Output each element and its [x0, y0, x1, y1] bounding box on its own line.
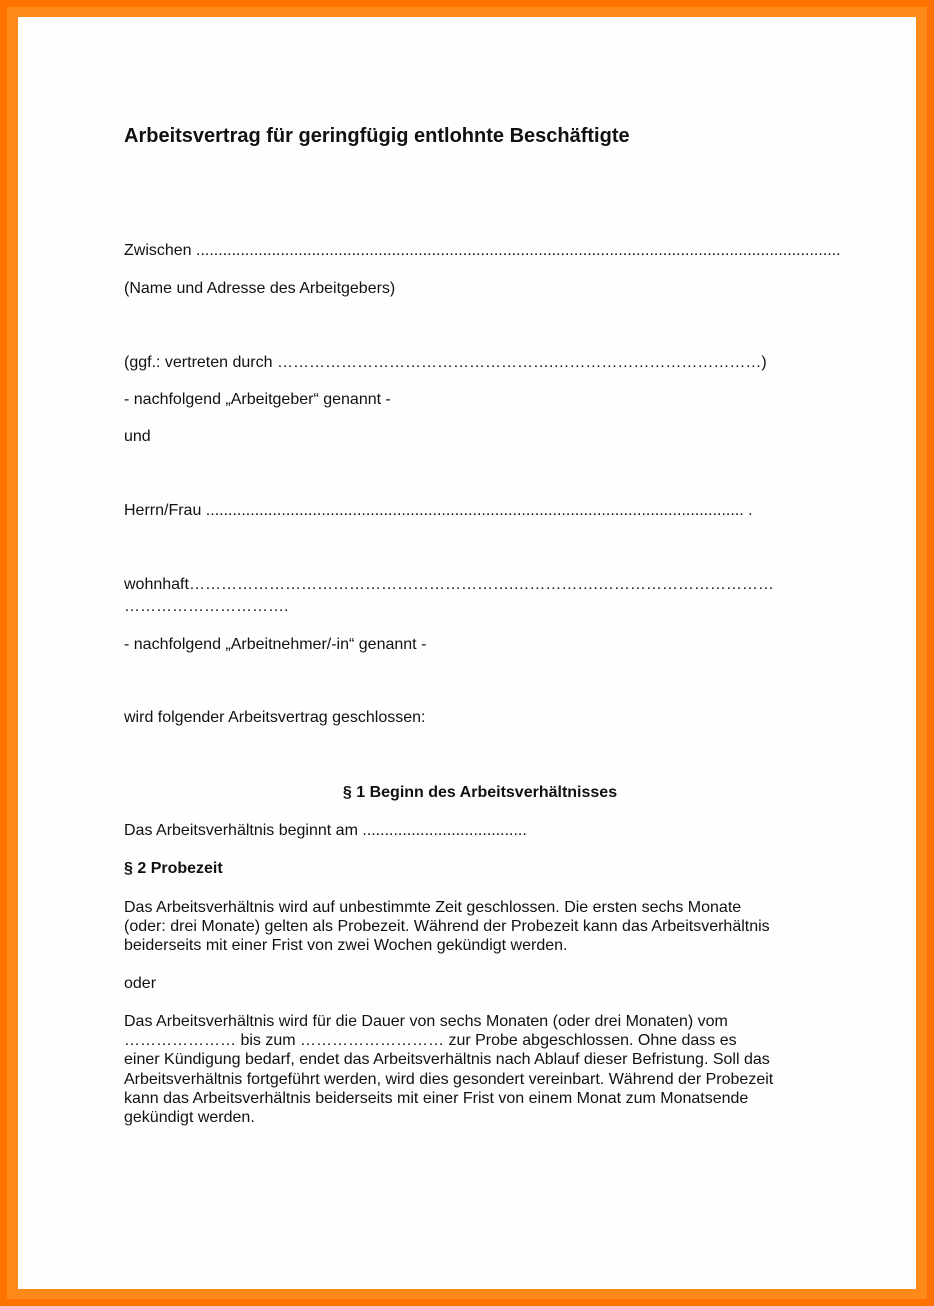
section-1-text: Das Arbeitsverhältnis beginnt am .....................................	[124, 822, 527, 839]
employer-alias: - nachfolgend „Arbeitgeber“ genannt -	[124, 391, 391, 408]
paragraph-line: Das Arbeitsverhältnis wird auf unbestimmte Zeit geschlossen. Die ersten sechs Monate	[124, 899, 742, 916]
contract-intro: wird folgender Arbeitsvertrag geschlossen:	[124, 709, 426, 726]
paragraph-line: beiderseits mit einer Frist von zwei Wochen gekündigt werden.	[124, 937, 568, 955]
paragraph-line: (oder: drei Monate) gelten als Probezeit. Während der Probezeit kann das Arbeitsverhältnis	[124, 918, 770, 936]
paragraph-line: einer Kündigung bedarf, endet das Arbeitsverhältnis nach Ablauf dieser Befristung. Soll das	[124, 1051, 770, 1069]
employee-alias: - nachfolgend „Arbeitnehmer/-in“ genannt -	[124, 636, 427, 653]
paragraph-line: ………………… bis zum ……………………… zur Probe abgeschlossen. Ohne dass es	[124, 1032, 737, 1050]
employer-label: (Name und Adresse des Arbeitgebers)	[124, 280, 396, 297]
zwischen-line: Zwischen .................................................................................................................................................	[124, 242, 841, 259]
wohnhaft-line-continued: ………………………….	[124, 598, 289, 615]
document-page	[18, 17, 916, 1289]
represented-by-line: (ggf.: vertreten durch …………………………………………….…………………………………)	[124, 354, 767, 371]
section-1-heading: § 1 Beginn des Arbeitsverhältnisses	[342, 784, 618, 801]
und-text: und	[124, 428, 151, 445]
herr-frau-line: Herrn/Frau ......................................................................................................................... .	[124, 502, 753, 519]
wohnhaft-line: wohnhaft…………………………………………………….…………….……………………………	[124, 576, 774, 593]
document-title: Arbeitsvertrag für geringfügig entlohnte Beschäftigte	[124, 125, 630, 147]
oder-text: oder	[124, 975, 157, 992]
paragraph-line: kann das Arbeitsverhältnis beiderseits mit einer Frist von einem Monat zum Monatsende	[124, 1089, 749, 1107]
section-2-heading: § 2 Probezeit	[124, 860, 223, 877]
section-2-paragraph-2	[124, 1012, 824, 1127]
paragraph-line: Arbeitsverhältnis fortgeführt werden, wird dies gesondert vereinbart. Während der Probezeit	[124, 1070, 774, 1088]
section-2-paragraph-1	[124, 898, 824, 956]
paragraph-line: Das Arbeitsverhältnis wird für die Dauer von sechs Monaten (oder drei Monaten) vom	[124, 1013, 728, 1030]
paragraph-line: gekündigt werden.	[124, 1109, 255, 1127]
